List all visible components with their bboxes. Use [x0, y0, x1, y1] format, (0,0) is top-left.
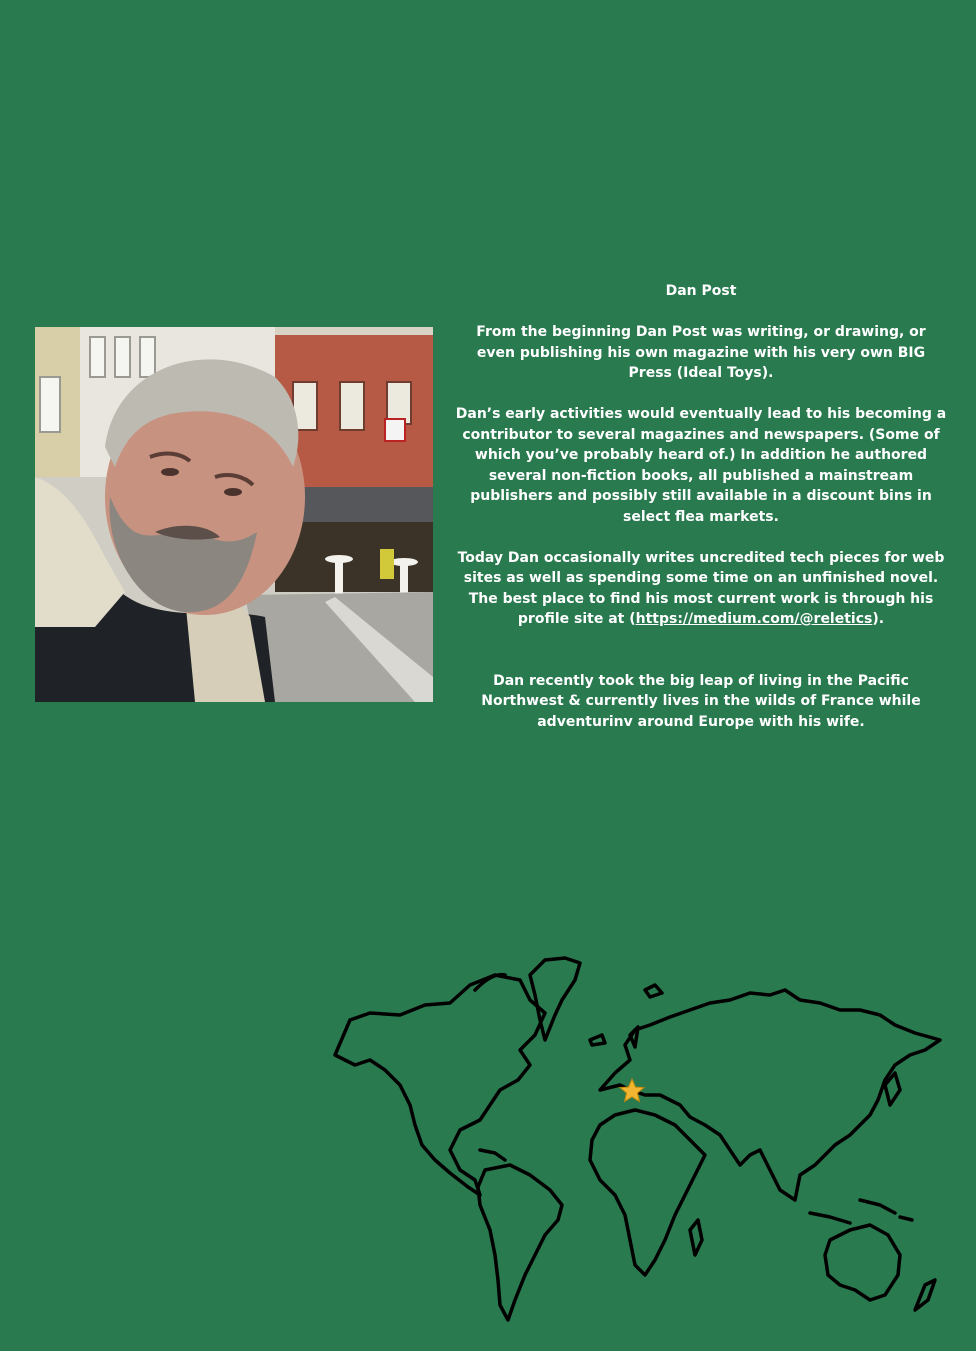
south-america-outline: [478, 1165, 562, 1320]
medium-profile-link[interactable]: https://medium.com/@reletics: [635, 611, 873, 627]
bio-paragraph-3: [455, 548, 947, 630]
north-america-outline: [335, 975, 545, 1195]
author-photo: [35, 327, 433, 702]
spacer: [455, 650, 947, 671]
paren-close: ).: [872, 611, 885, 627]
star-icon: [620, 1079, 644, 1102]
bio-paragraph-2: Dan’s early activities would eventually lead to his becoming a contributor to several magazines and newspapers. (Some of which you’ve probably heard of.) In addition he authored several non-fiction books, all published a mainstream publishers and possibly still available in a discount bins in select flea markets.: [455, 406, 947, 525]
bio-paragraph-4: Dan recently took the big leap of living in the Pacific Northwest & currently lives in the wilds of France while adventurinv around Europe with his wife.: [481, 672, 921, 730]
bio-paragraph-1: From the beginning Dan Post was writing, or drawing, or even publishing his own magazine with his very own BIG Press (Ideal Toys).: [476, 324, 926, 381]
author-name: Dan Post: [665, 283, 737, 299]
africa-outline: [590, 1110, 705, 1275]
australia-outline: [825, 1225, 900, 1300]
paren-open: (: [629, 611, 636, 627]
bio-text: [455, 281, 947, 753]
bio-paragraph-3-text: Today Dan occasionally writes uncredited tech pieces for web sites as well as spending some time on an unfinished novel. The best place to find his most current work is through his profile site at: [457, 549, 945, 627]
world-map: [330, 955, 950, 1330]
